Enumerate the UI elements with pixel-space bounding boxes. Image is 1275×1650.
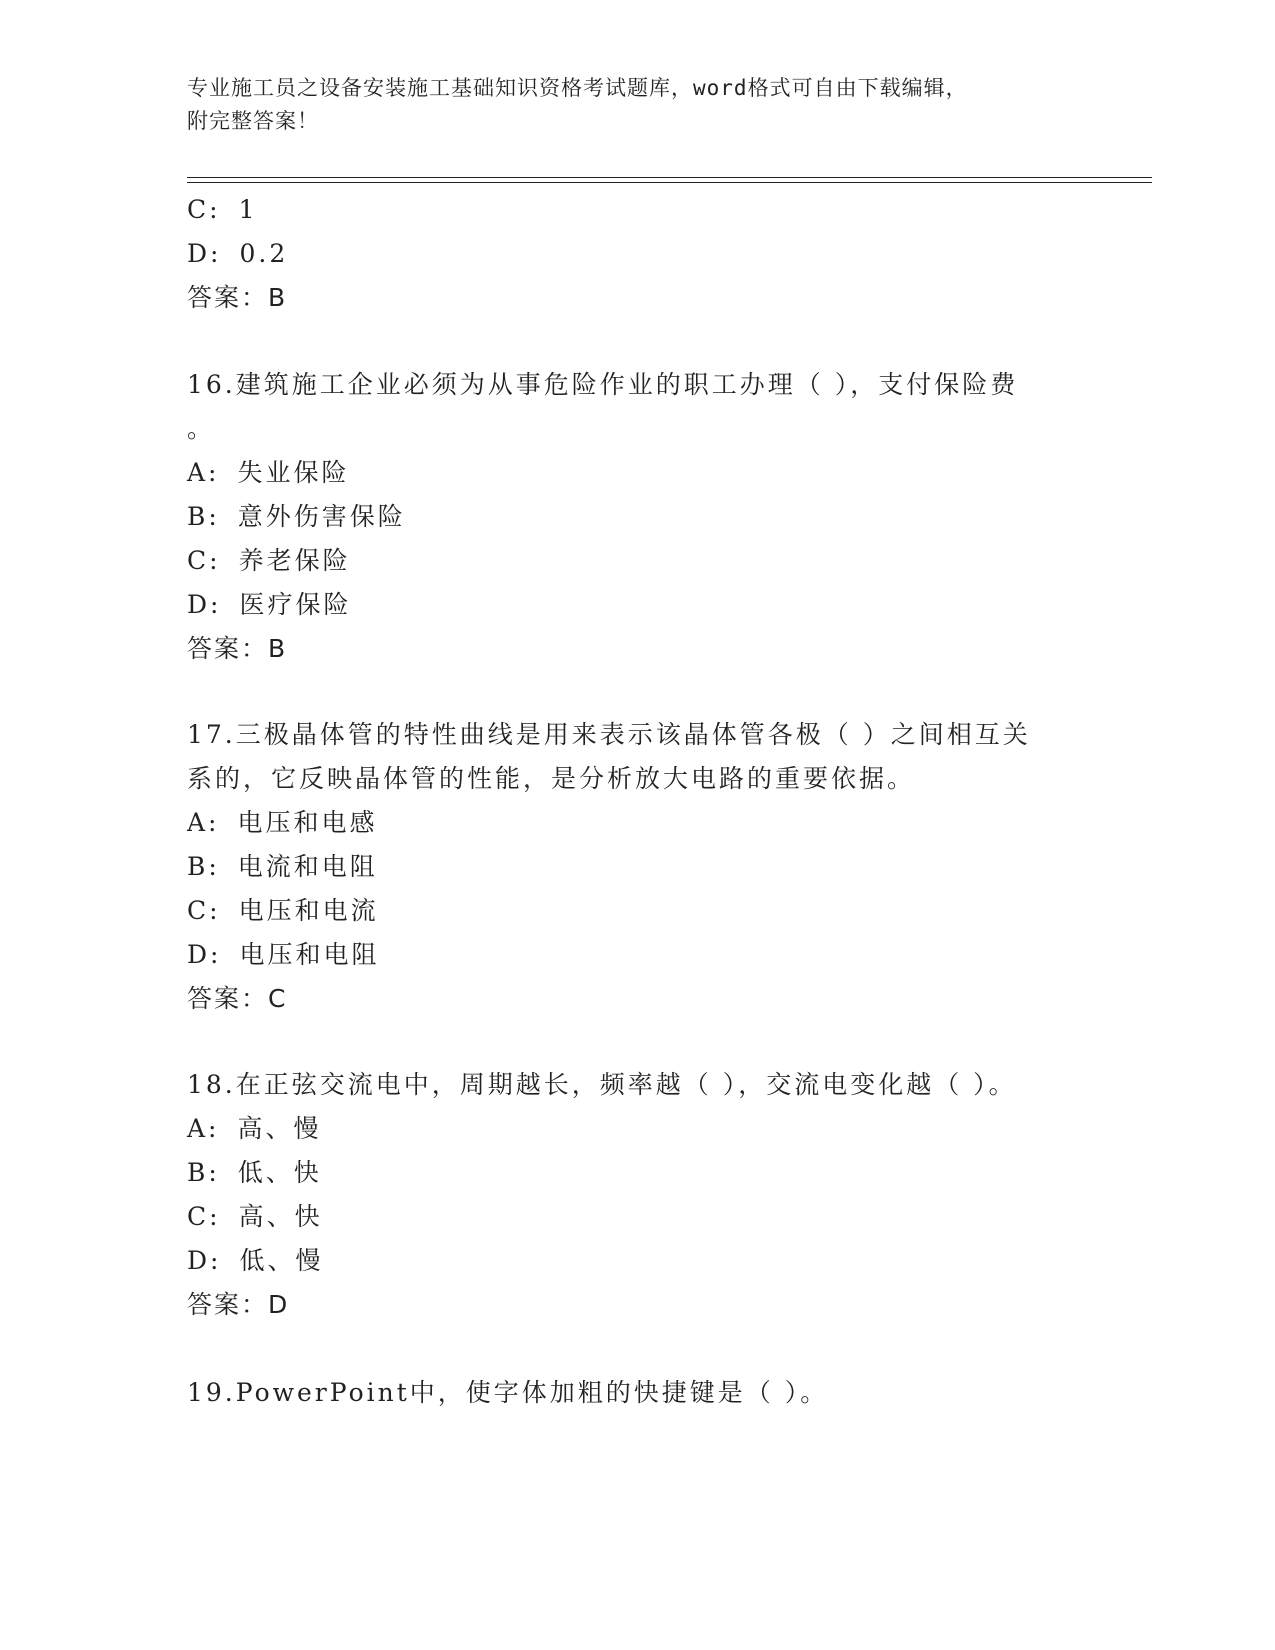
option-text: 低、快 — [237, 1158, 322, 1187]
answer-line: 答案：D — [187, 1290, 290, 1319]
option-letter: C: — [187, 896, 221, 925]
option-letter: D: — [187, 1246, 222, 1275]
answer-line: 答案：B — [187, 283, 288, 312]
option-text: 高、快 — [238, 1202, 323, 1231]
option-text: 电压和电感 — [237, 808, 378, 837]
question-18-text: 18.在正弦交流电中，周期越长，频率越（ ），交流电变化越（ ）。 — [187, 1070, 1017, 1099]
option-d — [187, 938, 379, 972]
option-d — [187, 588, 351, 622]
option-d — [187, 1244, 323, 1278]
option-letter: A: — [187, 458, 220, 487]
header-divider — [187, 177, 1152, 178]
option-text: 高、慢 — [237, 1114, 322, 1143]
option-text: 1 — [238, 195, 258, 224]
option-letter: B: — [187, 502, 220, 531]
question-17-text: 系的，它反映晶体管的性能，是分析放大电路的重要依据。 — [187, 764, 916, 793]
option-c — [187, 193, 257, 227]
option-text: 养老保险 — [238, 546, 351, 575]
option-letter: D: — [187, 239, 222, 268]
option-c — [187, 1200, 323, 1234]
option-text: 医疗保险 — [239, 590, 352, 619]
option-letter: B: — [187, 1158, 220, 1187]
option-c — [187, 894, 379, 928]
question-17-text: 17.三极晶体管的特性曲线是用来表示该晶体管各极（ ）之间相互关 — [187, 720, 1031, 749]
answer-line: 答案：C — [187, 984, 288, 1013]
header-divider — [187, 182, 1152, 183]
option-text: 电流和电阻 — [237, 852, 378, 881]
question-19-text: 19.PowerPoint中，使字体加粗的快捷键是（ ）。 — [187, 1378, 829, 1407]
option-a — [187, 806, 378, 840]
option-text: 电压和电阻 — [239, 940, 380, 969]
option-d — [187, 237, 288, 271]
option-c — [187, 544, 351, 578]
option-letter: A: — [187, 808, 220, 837]
option-letter: C: — [187, 195, 221, 224]
option-text: 低、慢 — [239, 1246, 324, 1275]
option-letter: D: — [187, 940, 222, 969]
option-a — [187, 1112, 322, 1146]
option-text: 失业保险 — [237, 458, 350, 487]
page-header — [187, 72, 1057, 138]
option-a — [187, 456, 350, 490]
option-letter: A: — [187, 1114, 220, 1143]
option-text: 0.2 — [239, 239, 289, 268]
option-letter: C: — [187, 1202, 221, 1231]
header-line: 专业施工员之设备安装施工基础知识资格考试题库，word格式可自由下载编辑， — [187, 76, 968, 100]
option-letter: C: — [187, 546, 221, 575]
option-b — [187, 500, 406, 534]
option-letter: D: — [187, 590, 222, 619]
option-b — [187, 850, 378, 884]
option-letter: B: — [187, 852, 220, 881]
header-line: 附完整答案！ — [187, 109, 319, 133]
option-text: 电压和电流 — [238, 896, 379, 925]
question-16-text: 16.建筑施工企业必须为从事危险作业的职工办理（ ），支付保险费 — [187, 370, 1019, 399]
option-b — [187, 1156, 322, 1190]
answer-line: 答案：B — [187, 634, 288, 663]
question-16-text: 。 — [187, 414, 216, 443]
option-text: 意外伤害保险 — [237, 502, 406, 531]
